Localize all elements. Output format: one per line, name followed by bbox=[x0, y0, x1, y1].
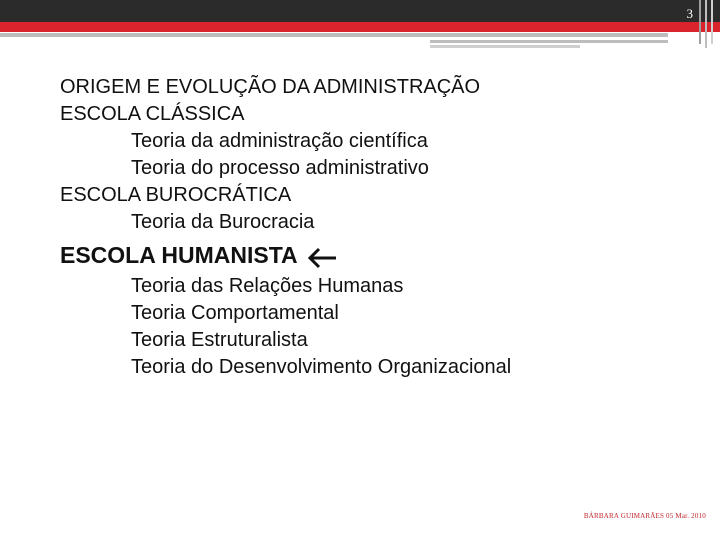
arrow-left-icon bbox=[306, 244, 340, 266]
list-item: Teoria do processo administrativo bbox=[131, 157, 429, 179]
highlighted-heading-label: ESCOLA HUMANISTA bbox=[60, 242, 298, 268]
slide-content bbox=[60, 74, 700, 381]
list-item: Teoria do Desenvolvimento Organizacional bbox=[131, 356, 512, 378]
header-vertical-rule bbox=[711, 0, 713, 44]
header-vertical-rule bbox=[699, 0, 701, 44]
list-item: Teoria da administração científica bbox=[131, 130, 428, 152]
footer-author-date: BÁRBARA GUIMARÃES 05 Mar. 2010 bbox=[583, 512, 706, 520]
section-heading: ESCOLA BUROCRÁTICA bbox=[60, 184, 292, 206]
header-red-bar bbox=[0, 22, 720, 32]
header-dark-bar bbox=[0, 0, 720, 22]
slide-title: ORIGEM E EVOLUÇÃO DA ADMINISTRAÇÃO bbox=[60, 76, 481, 98]
highlighted-section-heading bbox=[60, 238, 700, 272]
list-item: Teoria Comportamental bbox=[131, 302, 339, 324]
list-item: Teoria da Burocracia bbox=[131, 211, 315, 233]
list-item: Teoria Estruturalista bbox=[131, 329, 308, 351]
page-number: 3 bbox=[686, 6, 693, 21]
header-grey-rule-shorter bbox=[430, 45, 580, 48]
list-item: Teoria das Relações Humanas bbox=[131, 275, 404, 297]
header-grey-rule-short bbox=[430, 40, 668, 43]
section-heading: ESCOLA CLÁSSICA bbox=[60, 103, 245, 125]
header-grey-rule bbox=[0, 33, 668, 37]
header-vertical-rule bbox=[705, 0, 707, 48]
